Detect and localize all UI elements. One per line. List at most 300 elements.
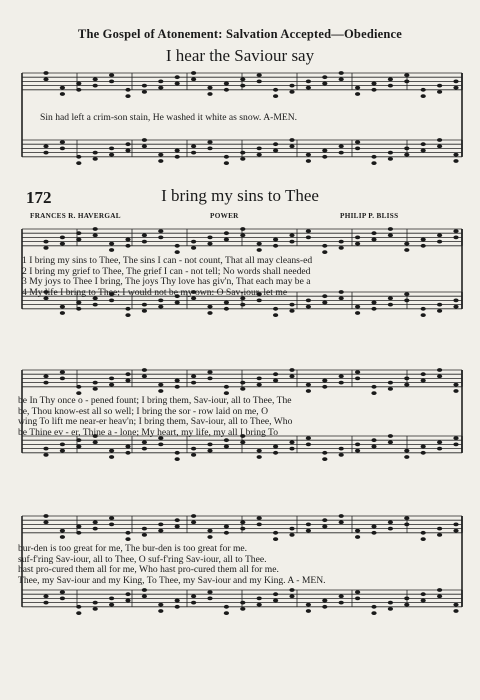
note-head: [142, 527, 147, 531]
note-head: [371, 391, 376, 395]
note-head: [322, 451, 327, 455]
note-head: [125, 379, 130, 383]
note-head: [257, 516, 262, 520]
note-head: [125, 592, 130, 596]
note-head: [207, 535, 212, 539]
note-head: [273, 451, 278, 455]
note-head: [421, 592, 426, 596]
note-head: [437, 368, 442, 372]
note-head: [175, 149, 180, 153]
note-head: [371, 307, 376, 311]
note-head: [175, 518, 180, 522]
note-head: [93, 387, 98, 391]
note-head: [43, 601, 48, 605]
note-head: [60, 370, 65, 374]
note-head: [43, 447, 48, 451]
note-head: [371, 531, 376, 535]
note-head: [306, 383, 311, 387]
note-head: [125, 307, 130, 311]
note-head: [125, 445, 130, 449]
note-head: [125, 451, 130, 455]
note-head: [142, 233, 147, 237]
note-head: [355, 377, 360, 381]
note-head: [76, 231, 81, 235]
note-head: [60, 449, 65, 453]
note-head: [421, 307, 426, 311]
note-head: [109, 383, 114, 387]
note-head: [404, 153, 409, 157]
note-head: [355, 305, 360, 309]
note-head: [371, 438, 376, 442]
note-head: [289, 594, 294, 598]
note-head: [224, 531, 229, 535]
note-head: [224, 301, 229, 305]
note-head: [306, 236, 311, 240]
note-head: [43, 514, 48, 518]
note-head: [388, 227, 393, 231]
note-head: [322, 149, 327, 153]
note-head: [76, 525, 81, 529]
note-head: [207, 147, 212, 151]
note-head: [175, 82, 180, 86]
note-head: [60, 86, 65, 90]
note-head: [388, 601, 393, 605]
note-head: [355, 535, 360, 539]
note-head: [257, 80, 262, 84]
note-head: [60, 377, 65, 381]
note-head: [109, 449, 114, 453]
note-head: [322, 75, 327, 79]
note-head: [240, 84, 245, 88]
note-head: [43, 246, 48, 250]
verse-line: 3 My joys to Thee I bring, The joys Thy love has giv'n, That each may be a: [22, 276, 311, 287]
note-head: [421, 599, 426, 603]
note-head: [109, 603, 114, 607]
note-head: [142, 533, 147, 537]
note-head: [158, 159, 163, 163]
note-head: [355, 370, 360, 374]
note-head: [388, 381, 393, 385]
note-head: [322, 385, 327, 389]
note-head: [125, 149, 130, 153]
note-head: [76, 161, 81, 165]
note-head: [240, 233, 245, 237]
note-head: [158, 603, 163, 607]
note-head: [437, 240, 442, 244]
note-head: [306, 389, 311, 393]
note-head: [175, 599, 180, 603]
note-head: [175, 250, 180, 254]
note-head: [257, 523, 262, 527]
note-head: [322, 250, 327, 254]
note-head: [109, 597, 114, 601]
note-head: [437, 233, 442, 237]
note-head: [43, 151, 48, 155]
note-head: [355, 147, 360, 151]
note-head: [339, 246, 344, 250]
hymn-author: FRANCES R. HAVERGAL: [30, 212, 121, 220]
note-head: [289, 368, 294, 372]
note-head: [339, 77, 344, 81]
note-head: [257, 242, 262, 246]
note-head: [142, 447, 147, 451]
note-head: [43, 520, 48, 524]
note-head: [289, 233, 294, 237]
note-head: [207, 597, 212, 601]
note-head: [306, 529, 311, 533]
note-head: [404, 242, 409, 246]
note-head: [43, 71, 48, 75]
note-head: [60, 92, 65, 96]
note-head: [43, 381, 48, 385]
note-head: [453, 443, 458, 447]
note-head: [273, 244, 278, 248]
note-head: [240, 303, 245, 307]
note-head: [240, 381, 245, 385]
note-head: [207, 305, 212, 309]
note-head: [93, 381, 98, 385]
note-head: [142, 368, 147, 372]
note-head: [355, 443, 360, 447]
note-head: [388, 233, 393, 237]
note-head: [191, 594, 196, 598]
note-head: [257, 597, 262, 601]
note-head: [371, 611, 376, 615]
note-head: [207, 86, 212, 90]
note-head: [404, 449, 409, 453]
note-head: [158, 383, 163, 387]
note-head: [421, 531, 426, 535]
note-head: [158, 523, 163, 527]
note-head: [437, 309, 442, 313]
note-head: [371, 161, 376, 165]
note-head: [355, 529, 360, 533]
note-head: [322, 605, 327, 609]
note-head: [355, 140, 360, 144]
note-head: [437, 588, 442, 592]
note-head: [109, 242, 114, 246]
note-head: [257, 73, 262, 77]
note-head: [175, 244, 180, 248]
note-head: [437, 374, 442, 378]
note-head: [93, 77, 98, 81]
note-head: [306, 153, 311, 157]
note-head: [257, 299, 262, 303]
note-head: [43, 594, 48, 598]
note-head: [93, 233, 98, 237]
note-head: [224, 307, 229, 311]
note-head: [76, 385, 81, 389]
hymn-composer: PHILIP P. BLISS: [340, 212, 399, 220]
note-head: [191, 71, 196, 75]
note-head: [76, 605, 81, 609]
note-head: [207, 370, 212, 374]
note-head: [355, 92, 360, 96]
note-head: [404, 377, 409, 381]
note-head: [257, 449, 262, 453]
note-head: [207, 236, 212, 240]
system1-lyrics: [22, 256, 466, 298]
verse-line: bur-den is too great for me, The bur-den is too great for me.: [18, 543, 248, 554]
note-head: [76, 445, 81, 449]
note-head: [125, 94, 130, 98]
note-head: [93, 303, 98, 307]
note-head: [453, 389, 458, 393]
note-head: [60, 236, 65, 240]
note-head: [93, 157, 98, 161]
note-head: [142, 138, 147, 142]
note-head: [93, 227, 98, 231]
hymn-number: 172: [26, 188, 52, 207]
note-head: [158, 443, 163, 447]
note-head: [289, 440, 294, 444]
note-head: [273, 599, 278, 603]
note-head: [339, 447, 344, 451]
system2-lyrics: [18, 396, 462, 438]
note-head: [371, 385, 376, 389]
note-head: [453, 299, 458, 303]
note-head: [43, 240, 48, 244]
note-head: [322, 525, 327, 529]
note-head: [109, 73, 114, 77]
note-head: [240, 527, 245, 531]
note-head: [273, 445, 278, 449]
note-head: [306, 609, 311, 613]
note-head: [158, 229, 163, 233]
note-head: [93, 607, 98, 611]
note-head: [421, 537, 426, 541]
verse-line: be Thine ev - er, Thine a - lone; My heart, my life, my all I bring To: [18, 426, 279, 438]
note-head: [437, 84, 442, 88]
note-head: [76, 301, 81, 305]
note-head: [371, 82, 376, 86]
note-head: [437, 440, 442, 444]
note-head: [224, 155, 229, 159]
note-head: [224, 88, 229, 92]
note-head: [207, 449, 212, 453]
note-head: [93, 527, 98, 531]
note-head: [257, 603, 262, 607]
note-head: [207, 377, 212, 381]
note-head: [109, 147, 114, 151]
note-head: [273, 537, 278, 541]
note-head: [109, 153, 114, 157]
note-head: [322, 457, 327, 461]
note-head: [273, 88, 278, 92]
note-head: [453, 153, 458, 157]
note-head: [371, 88, 376, 92]
note-head: [339, 381, 344, 385]
note-head: [207, 590, 212, 594]
note-head: [158, 80, 163, 84]
hymn-tune: POWER: [210, 212, 239, 220]
note-head: [404, 603, 409, 607]
note-head: [289, 588, 294, 592]
note-head: [273, 149, 278, 153]
note-head: [339, 374, 344, 378]
note-head: [404, 597, 409, 601]
verse-line: hast pro-cured them all for me, Who hast pro-cured them all for me.: [18, 564, 279, 575]
note-head: [125, 244, 130, 248]
note-head: [191, 77, 196, 81]
note-head: [60, 535, 65, 539]
note-head: [158, 305, 163, 309]
note-head: [224, 161, 229, 165]
note-head: [453, 523, 458, 527]
note-head: [453, 159, 458, 163]
note-head: [224, 385, 229, 389]
verse-line: Thee, my Sav-iour and my King, To Thee, my Sav-iour and my King. A - MEN.: [18, 574, 326, 586]
note-head: [355, 236, 360, 240]
note-head: [224, 231, 229, 235]
note-head: [125, 88, 130, 92]
note-head: [158, 609, 163, 613]
note-head: [142, 309, 147, 313]
note-head: [240, 607, 245, 611]
note-head: [43, 144, 48, 148]
note-head: [60, 147, 65, 151]
note-head: [191, 240, 196, 244]
note-head: [109, 377, 114, 381]
note-head: [43, 453, 48, 457]
top-hymn-title: I hear the Saviour say: [165, 46, 315, 65]
note-head: [240, 227, 245, 231]
note-head: [240, 601, 245, 605]
note-head: [339, 151, 344, 155]
note-head: [125, 238, 130, 242]
note-head: [388, 387, 393, 391]
verse-line: be, Thou know-est all so well; I bring the sor - row laid on me, O: [18, 405, 269, 417]
note-head: [60, 597, 65, 601]
note-head: [289, 144, 294, 148]
note-head: [76, 307, 81, 311]
note-head: [142, 374, 147, 378]
note-head: [404, 523, 409, 527]
note-head: [453, 603, 458, 607]
note-head: [257, 377, 262, 381]
note-head: [388, 520, 393, 524]
note-head: [404, 248, 409, 252]
note-head: [404, 455, 409, 459]
note-head: [93, 601, 98, 605]
note-head: [371, 525, 376, 529]
note-head: [76, 438, 81, 442]
note-head: [437, 144, 442, 148]
note-head: [125, 313, 130, 317]
note-head: [339, 601, 344, 605]
note-head: [404, 383, 409, 387]
note-head: [207, 529, 212, 533]
note-head: [273, 531, 278, 535]
note-head: [76, 531, 81, 535]
note-head: [388, 84, 393, 88]
note-head: [355, 590, 360, 594]
note-head: [191, 374, 196, 378]
running-head: The Gospel of Atonement: Salvation Accepted—Obedience: [77, 27, 403, 41]
note-head: [453, 305, 458, 309]
note-head: [371, 445, 376, 449]
note-head: [240, 387, 245, 391]
note-head: [191, 514, 196, 518]
note-head: [76, 82, 81, 86]
note-head: [273, 238, 278, 242]
verse-line: 4 My life I bring to Thee; I would not be my own: O Sav-iour, let me: [22, 286, 288, 298]
note-head: [371, 238, 376, 242]
note-head: [191, 151, 196, 155]
note-head: [93, 520, 98, 524]
note-head: [388, 157, 393, 161]
note-head: [306, 603, 311, 607]
note-head: [158, 153, 163, 157]
note-head: [404, 299, 409, 303]
note-head: [158, 529, 163, 533]
note-head: [191, 246, 196, 250]
note-head: [355, 449, 360, 453]
note-head: [207, 443, 212, 447]
note-head: [76, 155, 81, 159]
note-head: [158, 236, 163, 240]
note-head: [224, 445, 229, 449]
note-head: [240, 77, 245, 81]
note-head: [257, 383, 262, 387]
note-head: [371, 605, 376, 609]
note-head: [273, 592, 278, 596]
note-head: [224, 82, 229, 86]
note-head: [437, 138, 442, 142]
note-head: [437, 533, 442, 537]
note-head: [257, 455, 262, 459]
note-head: [175, 301, 180, 305]
note-head: [43, 374, 48, 378]
verse-line: wing To lift me near-er heav'n; I bring them, Sav-iour, all to Thee, Who: [18, 416, 293, 427]
note-head: [60, 305, 65, 309]
note-head: [273, 379, 278, 383]
note-head: [109, 523, 114, 527]
note-head: [371, 155, 376, 159]
note-head: [404, 80, 409, 84]
note-head: [289, 527, 294, 531]
verse-line: be In Thy once o - pened fount; I bring them, Sav-iour, all to Thee, The: [18, 395, 292, 406]
note-head: [421, 142, 426, 146]
note-head: [421, 313, 426, 317]
note-head: [437, 303, 442, 307]
note-head: [224, 525, 229, 529]
note-head: [289, 447, 294, 451]
note-head: [273, 142, 278, 146]
note-head: [93, 151, 98, 155]
note-head: [109, 248, 114, 252]
note-head: [76, 238, 81, 242]
note-head: [437, 447, 442, 451]
note-head: [158, 86, 163, 90]
note-head: [355, 242, 360, 246]
note-head: [142, 90, 147, 94]
note-head: [175, 605, 180, 609]
note-head: [191, 453, 196, 457]
note-head: [125, 599, 130, 603]
note-head: [142, 588, 147, 592]
note-head: [339, 594, 344, 598]
note-head: [207, 140, 212, 144]
note-head: [421, 238, 426, 242]
note-head: [142, 303, 147, 307]
note-head: [404, 73, 409, 77]
note-head: [109, 299, 114, 303]
note-head: [109, 516, 114, 520]
note-head: [125, 372, 130, 376]
hymn-title: I bring my sins to Thee: [161, 186, 319, 205]
note-head: [388, 303, 393, 307]
